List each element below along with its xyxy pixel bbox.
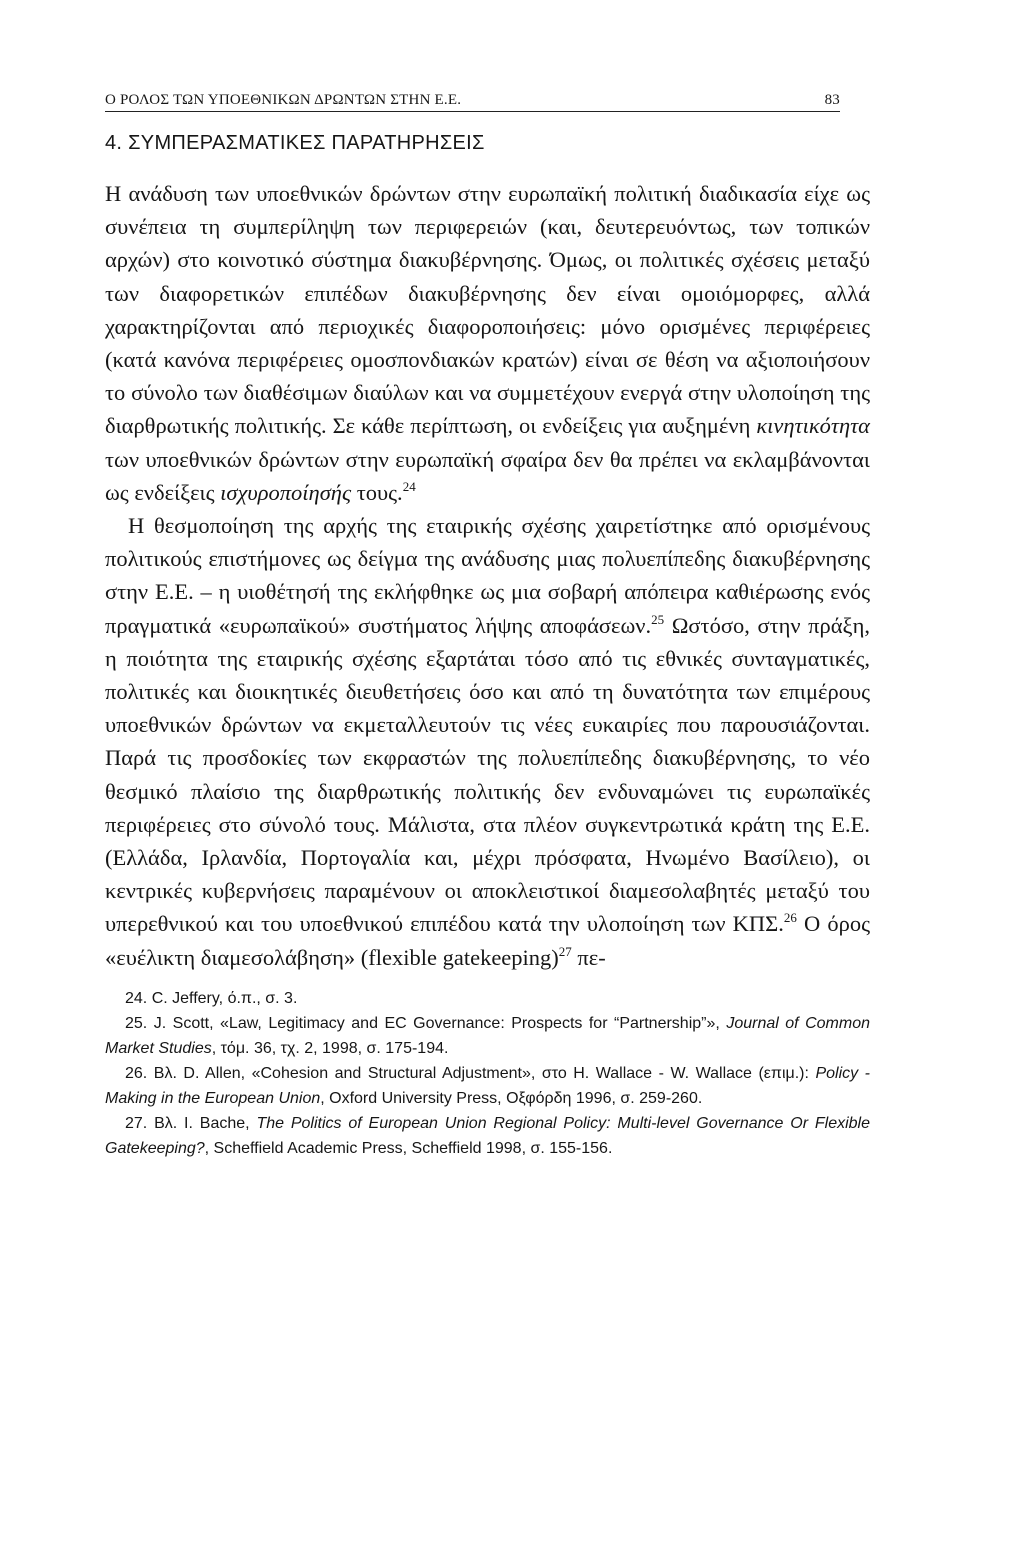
footnote-26: 26. Βλ. D. Allen, «Cohesion and Structural Adjustment», στο H. Wallace - W. Wallace (επιμ.): Policy - Making in the European Union, Oxford University Press, Οξφόρδη 1996, σ. 259-260.	[105, 1061, 870, 1111]
paragraph-1: Η ανάδυση των υποεθνικών δρώντων στην ευρωπαϊκή πολιτική διαδικασία είχε ως συνέπεια τη συμπερίληψη των περιφερειών (και, δευτερευόντως, των τοπικών αρχών) στο κοινοτικό σύστημα διακυβέρνησης. Όμως, οι πολιτικές σχέσεις μεταξύ των διαφορετικών επιπέδων διακυβέρνησης δεν είναι ομοιόμορφες, αλλά χαρακτηρίζονται από περιοχικές διαφοροποιήσεις: μόνο ορισμένες περιφέρειες (κατά κανόνα περιφέρειες ομοσπονδιακών κρατών) είναι σε θέση να αξιοποιήσουν το σύνολο των διαθέσιμων διαύλων και να συμμετέχουν ενεργά στην υλοποίηση της διαρθρωτικής πολιτικής. Σε κάθε περίπτωση, οι ενδείξεις για αυξημένη κινητικότητα των υποεθνικών δρώντων στην ευρωπαϊκή σφαίρα δεν θα πρέπει να εκλαμβάνονται ως ενδείξεις ισχυροποίησής τους.$^{24}$	[105, 181, 870, 505]
document-page	[105, 92, 870, 1161]
footnote-ref-24[interactable]: 24	[402, 478, 416, 494]
footnote-ref-27[interactable]: 27	[558, 943, 572, 959]
footnote-ref-26[interactable]: 26	[783, 910, 797, 926]
footnote-number: 24.	[125, 989, 148, 1007]
footnotes	[105, 986, 870, 1161]
footnote-25: 25. J. Scott, «Law, Legitimacy and EC Governance: Prospects for “Partnership”», Journal of Common Market Studies, τόμ. 36, τχ. 2, 1998, σ. 175-194.	[105, 1011, 870, 1061]
section-title: 4. ΣΥΜΠΕΡΑΣΜΑΤΙΚΕΣ ΠΑΡΑΤΗΡΗΣΕΙΣ	[105, 132, 485, 154]
footnote-27: 27. Βλ. I. Bache, The Politics of European Union Regional Policy: Multi-level Governance Or Flexible Gatekeeping?, Scheffield Academic Press, Scheffield 1998, σ. 155-156.	[105, 1111, 870, 1161]
footnote-number: 26.	[125, 1064, 148, 1082]
paragraph-2: Η θεσμοποίηση της αρχής της εταιρικής σχέσης χαιρετίστηκε από ορισμένους πολιτικούς επιστήμονες ως δείγμα της ανάδυσης μιας πολυεπίπεδης διακυβέρνησης στην Ε.Ε. – η υιοθέτησή της εκλήφθηκε ως μια σοβαρή απόπειρα καθιέρωσης ενός πραγματικά «ευρωπαϊκού» συστήματος λήψης αποφάσεων.$^{25}$ Ωστόσο, στην πράξη, η ποιότητα της εταιρικής σχέσης εξαρτάται τόσο από τις εθνικές συνταγματικές, πολιτικές και διοικητικές διευθετήσεις όσο και από τη δυνατότητα των επιμέρους υποεθνικών δρώντων να εκμεταλλευτούν τις νέες ευκαιρίες που παρουσιάζονται. Παρά τις προσδοκίες των εκφραστών της πολυεπίπεδης διακυβέρνησης, το νέο θεσμικό πλαίσιο της διαρθρωτικής πολιτικής δεν ενδυναμώνει τις ευρωπαϊκές περιφέρειες στο σύνολό τους. Μάλιστα, στα πλέον συγκεντρωτικά κράτη της Ε.Ε. (Ελλάδα, Ιρλανδία, Πορτογαλία και, μέχρι πρόσφατα, Ηνωμένο Βασίλειο), οι κεντρικές κυβερνήσεις παραμένουν οι αποκλειστικοί διαμεσολαβητές μεταξύ του υπερεθνικού και του υποεθνικού επιπέδου κατά την υλοποίηση των ΚΠΣ.$^{26}$ Ο όρος «ευέλικτη διαμεσολάβηση» (flexible gatekeeping)$^{27}$ πε-	[105, 513, 870, 970]
running-head-title: Ο ΡΟΛΟΣ ΤΩΝ ΥΠΟΕΘΝΙΚΩΝ ΔΡΩΝΤΩΝ ΣΤΗΝ Ε.Ε.	[105, 92, 462, 108]
footnote-ref-25[interactable]: 25	[651, 611, 665, 627]
footnote-number: 25.	[125, 1014, 148, 1032]
body-text	[105, 177, 870, 974]
emphasis-empowerment: ισχυροποίησής	[220, 479, 352, 505]
running-head	[105, 92, 840, 112]
page-number: 83	[824, 92, 840, 108]
emphasis-mobility: κινητικότητα	[756, 413, 870, 439]
footnote-24: 24. C. Jeffery, ό.π., σ. 3.	[105, 986, 870, 1011]
footnote-number: 27.	[125, 1114, 148, 1132]
